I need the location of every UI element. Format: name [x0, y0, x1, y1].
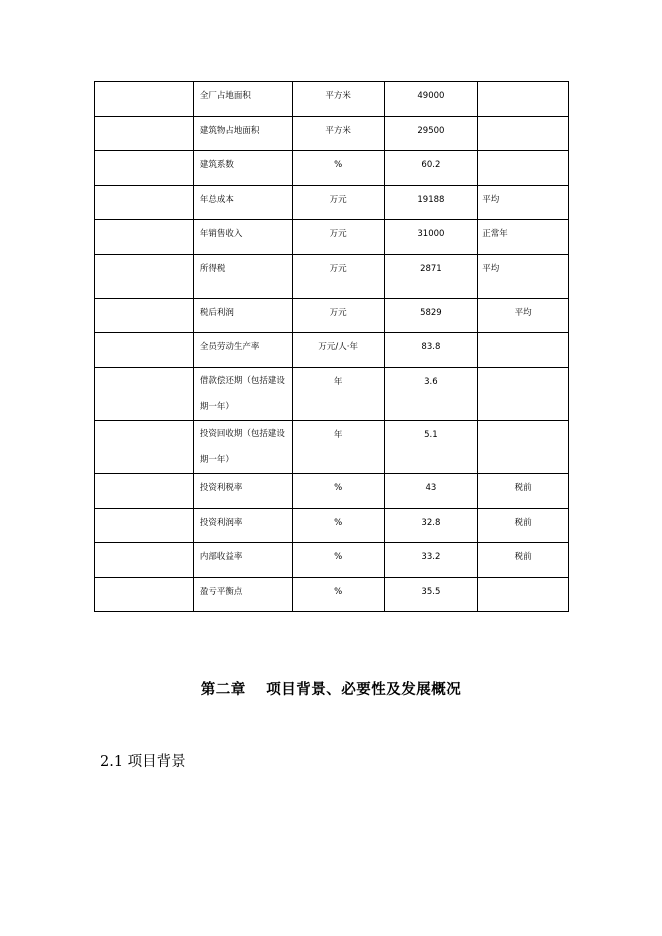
metric-name: 全厂占地面积 — [199, 91, 251, 101]
metric-value: 35.5 — [421, 587, 441, 597]
table-row — [95, 368, 569, 421]
metric-note — [482, 151, 564, 159]
metric-name: 内部收益率 — [199, 552, 243, 562]
metric-unit: 年 — [333, 377, 343, 387]
metric-unit: % — [334, 518, 343, 528]
table-row — [95, 578, 569, 612]
empty-cell — [95, 255, 194, 299]
metric-note: 平均 — [482, 264, 500, 274]
empty-cell — [95, 82, 194, 117]
metric-value: 5829 — [420, 308, 442, 318]
metric-unit: % — [334, 552, 343, 562]
table-row — [95, 255, 569, 299]
table-row — [95, 509, 569, 543]
table-row — [95, 82, 569, 117]
metric-name: 投资利润率 — [199, 518, 243, 528]
metric-unit: 万元 — [329, 229, 347, 239]
metric-name: 税后利润 — [199, 308, 234, 318]
metric-value: 33.2 — [421, 552, 441, 562]
empty-cell — [95, 151, 194, 186]
metric-note — [482, 117, 564, 125]
metric-note: 税前 — [514, 518, 532, 528]
metric-value: 49000 — [417, 91, 445, 101]
metric-note — [482, 421, 564, 429]
metric-name: 投资利税率 — [199, 483, 243, 493]
empty-cell — [95, 186, 194, 220]
metric-unit: 万元 — [329, 308, 347, 318]
chapter-title: 第二章 项目背景、必要性及发展概况 — [200, 681, 462, 698]
empty-cell — [95, 421, 194, 474]
table-row — [95, 333, 569, 368]
metric-note: 平均 — [514, 308, 532, 318]
metric-unit: 平方米 — [325, 126, 351, 136]
table-row — [95, 421, 569, 474]
metric-note — [482, 578, 564, 586]
metric-value: 60.2 — [421, 160, 441, 170]
empty-cell — [95, 220, 194, 255]
metric-name: 投资回收期（包括建设期一年） — [199, 429, 285, 465]
metric-name: 全员劳动生产率 — [199, 342, 260, 352]
metric-value: 3.6 — [424, 377, 438, 387]
empty-cell — [95, 578, 194, 612]
metric-name: 年总成本 — [199, 195, 234, 205]
table-row — [95, 117, 569, 151]
table-row — [95, 186, 569, 220]
metric-unit: 平方米 — [325, 91, 351, 101]
metric-value: 43 — [425, 483, 437, 493]
metric-note: 税前 — [514, 552, 532, 562]
metric-name: 建筑物占地面积 — [199, 126, 260, 136]
empty-cell — [95, 474, 194, 509]
metric-unit: 年 — [333, 430, 343, 440]
metric-value: 83.8 — [421, 342, 441, 352]
metric-unit: 万元/人·年 — [318, 342, 358, 352]
metric-note — [482, 333, 564, 341]
metric-value: 29500 — [417, 126, 445, 136]
metric-value: 19188 — [417, 195, 445, 205]
metric-unit: % — [334, 160, 343, 170]
metric-name: 盈亏平衡点 — [199, 587, 243, 597]
table-row — [95, 151, 569, 186]
metric-note — [482, 82, 564, 90]
metric-value: 5.1 — [424, 430, 438, 440]
section-title: 2.1 项目背景 — [100, 754, 186, 770]
metric-name: 年销售收入 — [199, 229, 243, 239]
empty-cell — [95, 368, 194, 421]
metric-name: 建筑系数 — [199, 160, 234, 170]
project-metrics-table — [94, 81, 569, 612]
table-row — [95, 220, 569, 255]
metric-note: 正常年 — [482, 229, 508, 239]
metric-unit: % — [334, 587, 343, 597]
metric-value: 31000 — [417, 229, 445, 239]
table-row — [95, 299, 569, 333]
metric-note — [482, 368, 564, 376]
empty-cell — [95, 299, 194, 333]
metric-name: 借款偿还期（包括建设期一年） — [199, 376, 285, 412]
metric-value: 32.8 — [421, 518, 441, 528]
empty-cell — [95, 333, 194, 368]
table-row — [95, 543, 569, 578]
metric-unit: % — [334, 483, 343, 493]
metric-note: 税前 — [514, 483, 532, 493]
metric-unit: 万元 — [329, 195, 347, 205]
empty-cell — [95, 117, 194, 151]
metric-unit: 万元 — [329, 264, 347, 274]
empty-cell — [95, 543, 194, 578]
metric-note: 平均 — [482, 195, 500, 205]
metric-name: 所得税 — [199, 264, 226, 274]
empty-cell — [95, 509, 194, 543]
metric-value: 2871 — [420, 264, 442, 274]
table-row — [95, 474, 569, 509]
